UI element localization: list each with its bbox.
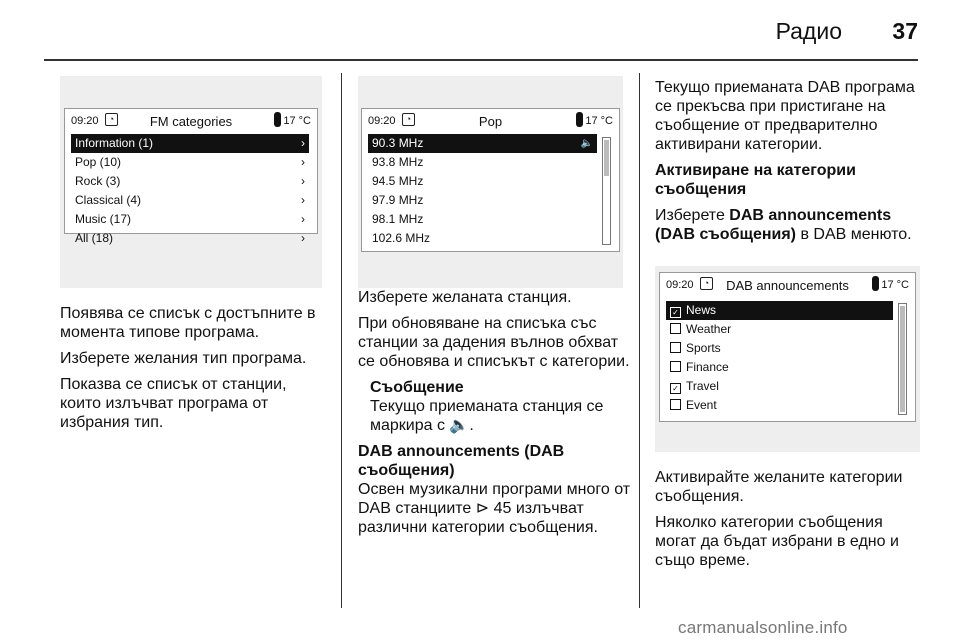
list-item[interactable] — [666, 358, 893, 377]
clock-time: 09:20 — [368, 115, 396, 127]
list-item[interactable] — [666, 396, 893, 415]
paragraph: Изберете желания тип програма. — [60, 350, 307, 367]
note-title: Съобщение — [370, 379, 464, 396]
watermark: carmanualsonline.info — [678, 618, 848, 637]
column-divider-1 — [341, 73, 342, 608]
section-heading: DAB announcements (DAB съобщения) — [358, 443, 565, 479]
screen-title: FM categories — [149, 114, 233, 129]
clock-icon: ◔ — [700, 277, 713, 290]
list-item-label: Weather — [686, 322, 732, 336]
checkbox-empty-icon[interactable] — [670, 323, 681, 334]
checkbox-checked-icon[interactable]: ✓ — [670, 383, 681, 394]
list-item[interactable] — [71, 172, 309, 191]
list-item[interactable] — [368, 229, 597, 248]
category-list — [71, 134, 309, 248]
list-item[interactable] — [666, 339, 893, 358]
note-block — [358, 378, 634, 435]
list-item-label: 97.9 MHz — [372, 193, 424, 207]
temperature: 17 °C — [881, 279, 909, 291]
status-bar — [65, 109, 317, 133]
column-divider-2 — [639, 73, 640, 608]
list-item-label: Finance — [686, 360, 729, 374]
thermometer-icon — [872, 276, 879, 291]
list-item[interactable] — [368, 153, 597, 172]
paragraph: Текущо приеманата DAB програма се прекъсва при пристигане на съобщение от предварително активирани категории. — [655, 79, 915, 153]
paragraph: Появява се списък с достъпните в момента типове програма. — [60, 305, 316, 341]
speaker-icon: 🔈 — [580, 138, 593, 149]
chevron-right-icon: › — [301, 231, 305, 245]
list-item-label: News — [686, 303, 717, 317]
list-item[interactable] — [71, 153, 309, 172]
clock-time: 09:20 — [71, 115, 99, 127]
radio-display — [64, 108, 318, 245]
paragraph: При обновяване на списъка със станции за дадения вълнов обхват се обновява и списъкът с категории. — [358, 315, 630, 370]
paragraph: Активирайте желаните категории съобщения. — [655, 469, 903, 505]
list-item[interactable] — [368, 191, 597, 210]
clock-time: 09:20 — [666, 279, 694, 291]
list-item[interactable] — [666, 320, 893, 339]
list-item-label: 94.5 MHz — [372, 174, 424, 188]
column-2-text — [358, 288, 634, 544]
paragraph: Изберете желаната станция. — [358, 289, 572, 306]
scrollbar[interactable] — [602, 137, 611, 245]
radio-display — [361, 108, 620, 252]
radio-display — [659, 272, 916, 422]
paragraph — [655, 206, 925, 244]
scrollbar[interactable] — [898, 303, 907, 415]
text-span: в DAB менюто. — [796, 226, 912, 243]
thermometer-icon — [576, 112, 583, 127]
station-list — [368, 134, 597, 248]
clock-icon: ◔ — [105, 113, 118, 126]
fm-categories-screenshot — [60, 76, 322, 288]
chevron-right-icon: › — [301, 212, 305, 226]
list-item[interactable] — [666, 301, 893, 320]
list-item[interactable] — [71, 210, 309, 229]
section-heading: Активиране на категории съобщения — [655, 162, 856, 198]
list-item[interactable] — [666, 377, 893, 396]
list-item-label: 93.8 MHz — [372, 155, 424, 169]
list-item-label: Music (17) — [75, 212, 132, 226]
note-text: Текущо приеманата станция се маркира с 🔈. — [370, 398, 604, 434]
page-title: Радио — [775, 18, 842, 44]
thermometer-icon — [274, 112, 281, 127]
chevron-right-icon: › — [301, 193, 305, 207]
checkbox-empty-icon[interactable] — [670, 361, 681, 372]
list-item-label: Rock (3) — [75, 174, 121, 188]
list-item-label: Sports — [686, 341, 721, 355]
pop-stations-screenshot — [358, 76, 623, 288]
list-item-label: 90.3 MHz — [372, 136, 424, 150]
scrollbar-thumb[interactable] — [900, 306, 905, 412]
column-3-text-bottom — [655, 468, 925, 577]
dab-announcements-screenshot — [655, 266, 920, 452]
text-span: Изберете — [655, 207, 730, 224]
list-item-label: Travel — [686, 379, 719, 393]
list-item-label: 98.1 MHz — [372, 212, 424, 226]
temperature: 17 °C — [283, 115, 311, 127]
list-item-label: Pop (10) — [75, 155, 122, 169]
list-item[interactable] — [368, 134, 597, 153]
menu-reference: DAB announcements (DAB съобщения) — [655, 207, 892, 243]
list-item-label: Information (1) — [75, 136, 154, 150]
paragraph: Показва се списък от станции, които излъчват програма от избрания тип. — [60, 376, 287, 431]
status-bar — [660, 273, 915, 297]
list-item[interactable] — [71, 134, 309, 153]
page-header — [0, 0, 960, 60]
list-item-label: All (18) — [75, 231, 114, 245]
chevron-right-icon: › — [301, 136, 305, 150]
column-3-text-top — [655, 78, 925, 251]
list-item[interactable] — [368, 172, 597, 191]
checkbox-empty-icon[interactable] — [670, 399, 681, 410]
checkbox-checked-icon[interactable]: ✓ — [670, 307, 681, 318]
announcement-list — [666, 301, 893, 415]
screen-title: Pop — [478, 114, 503, 129]
page-number: 37 — [892, 18, 918, 44]
temperature: 17 °C — [585, 115, 613, 127]
list-item[interactable] — [71, 191, 309, 210]
header-rule — [44, 59, 918, 61]
chevron-right-icon: › — [301, 174, 305, 188]
paragraph: Няколко категории съобщения могат да бъдат избрани в едно и също време. — [655, 514, 899, 569]
checkbox-empty-icon[interactable] — [670, 342, 681, 353]
list-item[interactable] — [368, 210, 597, 229]
column-1-text — [60, 304, 330, 439]
clock-icon: ◔ — [402, 113, 415, 126]
screen-title: DAB announcements — [726, 278, 849, 293]
chevron-right-icon: › — [301, 155, 305, 169]
status-bar — [362, 109, 619, 133]
list-item-label: Event — [686, 398, 717, 412]
list-item-label: 102.6 MHz — [372, 231, 431, 245]
list-item-label: Classical (4) — [75, 193, 142, 207]
paragraph: Освен музикални програми много от DAB станциите ⊳ 45 излъчват различни категории съобщения. — [358, 481, 631, 536]
scrollbar-thumb[interactable] — [604, 140, 609, 176]
list-item[interactable] — [71, 229, 309, 248]
